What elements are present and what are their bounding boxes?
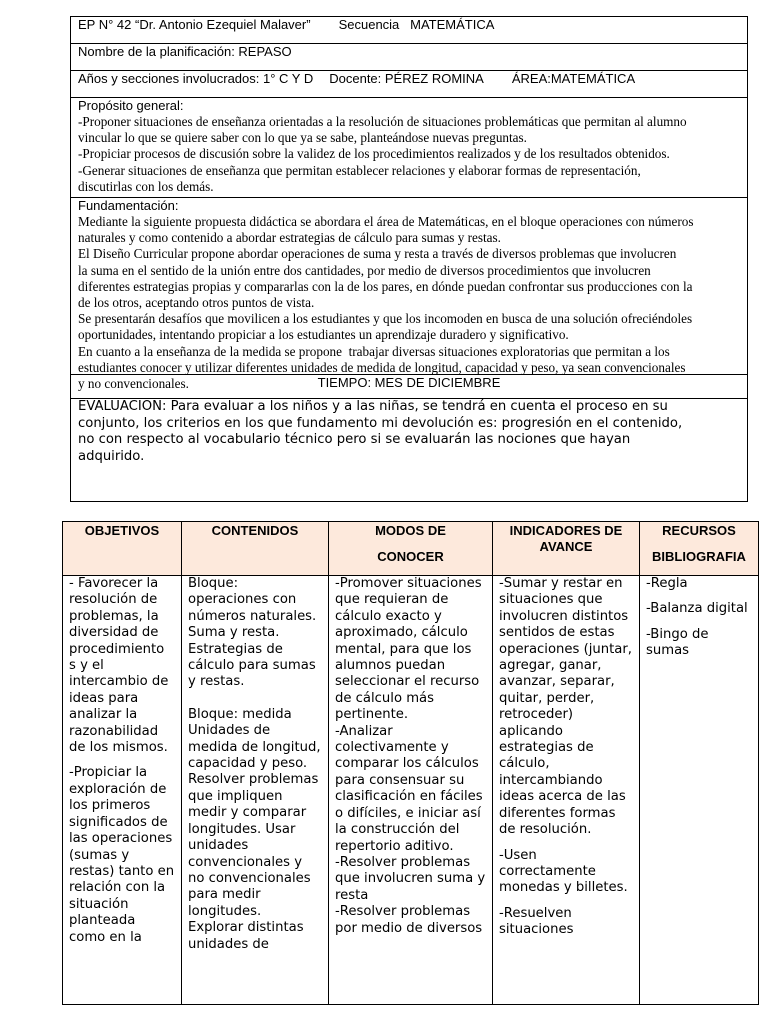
recurso-item: -Balanza digital xyxy=(646,601,748,617)
contenidos-cell xyxy=(182,576,329,1005)
header-objetivos: OBJETIVOS xyxy=(63,522,182,576)
recurso-item: -Regla xyxy=(646,576,688,591)
fundamentacion-line: Se presentarán desafíos que movilicen a los estudiantes y que los incomoden en busca de una solución ofreciéndoles xyxy=(78,311,693,327)
proposito-line: vincular lo que se quiere saber con lo que ya se sabe, planteándose nuevas preguntas. xyxy=(78,130,527,146)
objetivo-item: -Propiciar la exploración de los primeros significados de las operaciones (sumas y restas) tanto en relación con la situación planteada como en la xyxy=(69,765,175,945)
recurso-item: -Bingo de sumas xyxy=(646,626,709,659)
proposito-line: -Propiciar procesos de discusión sobre la validez de los procedimientos realizados y de los resultados obtenidos. xyxy=(78,146,670,162)
fundamentacion-line: El Diseño Curricular propone abordar operaciones de suma y resta a través de diversos problemas que involucren xyxy=(78,246,677,262)
fundamentacion-line: la suma en el sentido de la unión entre dos cantidades, por medio de diversos procedimientos que involucren xyxy=(78,262,651,278)
teacher: Docente: PÉREZ ROMINA xyxy=(329,71,484,86)
plan-name-row xyxy=(71,44,747,71)
header-recursos xyxy=(640,522,759,576)
header-modos xyxy=(329,522,493,576)
contenido-item: Bloque: medida xyxy=(188,706,292,722)
fundamentacion-line: Mediante la siguiente propuesta didáctica se abordara el área de Matemáticas, en el bloque operaciones con números xyxy=(78,214,694,229)
modo-item: -Analizar colectivamente y comparar los cálculos para consensuar su clasificación en fáciles o difíciles, e iniciar así la construcción del repertorio aditivo. xyxy=(335,723,483,854)
evaluacion-line: adquirido. xyxy=(78,448,145,464)
planning-table xyxy=(62,521,759,1005)
indicador-item: -Resuelven situaciones xyxy=(499,905,574,938)
evaluacion-section xyxy=(71,399,747,501)
objetivos-cell xyxy=(63,576,182,1005)
tiempo: TIEMPO: MES DE DICIEMBRE xyxy=(317,375,501,390)
header-contenidos: CONTENIDOS xyxy=(182,522,329,576)
modo-item: -Resolver problemas que involucren suma y resta xyxy=(335,854,486,903)
contenido-item: Bloque: operaciones con números naturales. Suma y resta. xyxy=(188,576,317,641)
table-header-row xyxy=(63,522,759,576)
years-sections: Años y secciones involucrados: 1° C Y D xyxy=(78,71,314,86)
school-row xyxy=(71,17,747,44)
evaluacion-line: no con respecto al vocabulario técnico pero si se evaluarán las nociones que hayan xyxy=(78,432,631,448)
fundamentacion-line: de los otros, aceptando otros puntos de vista. xyxy=(78,295,315,311)
header-modos-line2: CONOCER xyxy=(377,549,444,564)
table-row xyxy=(63,576,759,1005)
fundamentacion-line: estudiantes conocer y utilizar diferentes unidades de medida de longitud, capacidad y peso, ya sean convencionales xyxy=(78,359,686,375)
objetivo-item: - Favorecer la resolución de problemas, la diversidad de procedimiento s y el intercambio de ideas para analizar la razonabilidad de los mismos. xyxy=(69,576,169,756)
modo-item: -Resolver problemas por medio de diversos xyxy=(335,904,483,936)
header-indicadores: INDICADORES DE AVANCE xyxy=(493,522,640,576)
fundamentacion-line: diferentes estrategias propias y compararlas con la de los pares, en dónde puedan confrontar sus producciones con la xyxy=(78,278,693,294)
years-row xyxy=(71,71,747,98)
proposito-line: -Proponer situaciones de enseñanza orientadas a la resolución de situaciones problemáticas que permitan al alumno xyxy=(78,114,687,129)
planning-info-table xyxy=(70,16,748,502)
fundamentacion-line: oportunidades, intentando propiciar a los estudiantes un aprendizaje duradero y significativo. xyxy=(78,327,569,343)
area: ÁREA:MATEMÁTICA xyxy=(511,71,636,86)
modos-cell xyxy=(329,576,493,1005)
indicadores-cell xyxy=(493,576,640,1005)
indicador-item: -Usen correctamente monedas y billetes. xyxy=(499,847,628,896)
header-recursos-line1: RECURSOS xyxy=(662,523,736,538)
header-modos-line1: MODOS DE xyxy=(375,523,446,538)
proposito-section xyxy=(71,98,747,198)
header-recursos-line2: BIBLIOGRAFIA xyxy=(652,549,746,564)
indicador-item: -Sumar y restar en situaciones que involucren distintos sentidos de estas operaciones (juntar, agregar, ganar, avanzar, separar, quitar, perder, retroceder) aplicando estrategias de cálculo, intercambiando ideas acerca de las diferentes formas de resolución. xyxy=(499,576,632,838)
contenido-item: Estrategias de cálculo para sumas y restas. xyxy=(188,641,316,690)
fundamentacion-line: y no convencionales. xyxy=(78,376,189,392)
contenido-item: Unidades de medida de longitud, capacidad y peso. xyxy=(188,723,321,772)
fundamentacion-title: Fundamentación: xyxy=(78,198,179,213)
evaluacion-line: EVALUACION: Para evaluar a los niños y a las niñas, se tendrá en cuenta el proceso en su xyxy=(78,399,668,414)
sequence-label: Secuencia MATEMÁTICA xyxy=(338,17,495,32)
proposito-title: Propósito general: xyxy=(78,98,184,113)
contenido-item: Resolver problemas que impliquen medir y comparar longitudes. Usar unidades convencionales y no convencionales para medir longitudes. xyxy=(188,772,319,919)
contenido-item: Explorar distintas unidades de xyxy=(188,920,304,952)
modo-item: -Promover situaciones que requieran de cálculo exacto y aproximado, cálculo mental, para que los alumnos puedan seleccionar el recurso de cálculo más pertinente. xyxy=(335,576,482,723)
proposito-line: discutirlas con los demás. xyxy=(78,178,214,194)
plan-name: Nombre de la planificación: REPASO xyxy=(78,44,292,59)
school-name: EP N° 42 “Dr. Antonio Ezequiel Malaver” xyxy=(78,17,311,32)
fundamentacion-line: naturales y como contenido a abordar estrategias de cálculo para sumas y restas. xyxy=(78,230,501,246)
recursos-cell xyxy=(640,576,759,1005)
proposito-line: -Generar situaciones de enseñanza que permitan establecer relaciones y elaborar formas de representación, xyxy=(78,162,641,178)
evaluacion-line: conjunto, los criterios en los que fundamento mi devolución es: progresión en el contenido, xyxy=(78,415,683,431)
fundamentacion-line: En cuanto a la enseñanza de la medida se propone trabajar diversas situaciones exploratorias que permitan a los xyxy=(78,343,670,359)
